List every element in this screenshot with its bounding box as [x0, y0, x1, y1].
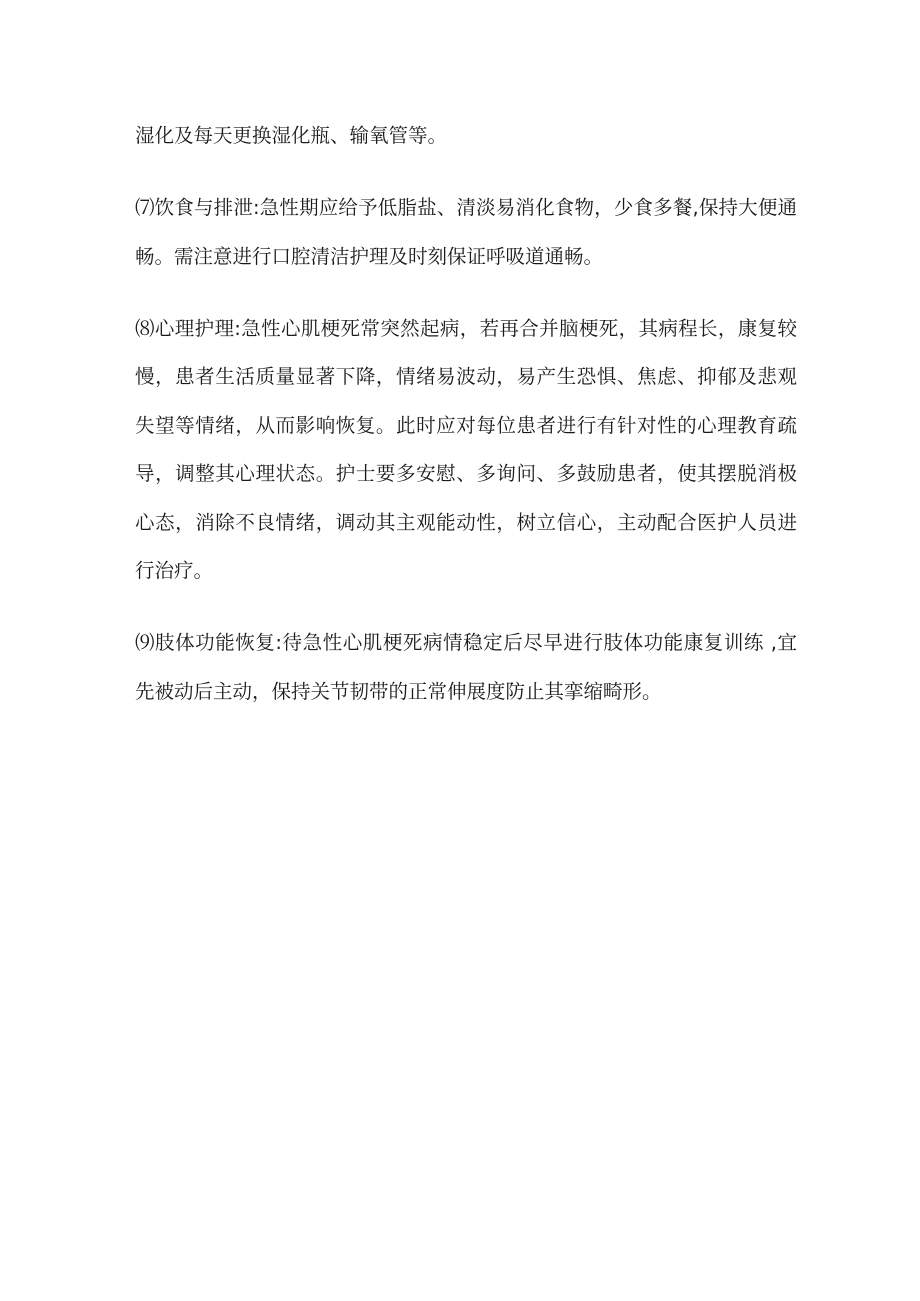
paragraph-limb-function-recovery: ⑼肢体功能恢复:待急性心肌梗死病情稳定后尽早进行肢体功能康复训练 ,宜先被动后主动，保持关节韧带的正常伸展度防止其挛缩畸形。 [135, 631, 797, 703]
document-body [135, 112, 797, 716]
paragraph-continuation: 湿化及每天更换湿化瓶、输氧管等。 [135, 124, 448, 147]
paragraph-psychological-care: ⑻心理护理:急性心肌梗死常突然起病，若再合并脑梗死，其病程长，康复较慢，患者生活质量显著下降，情绪易波动，易产生恐惧、焦虑、抑郁及悲观失望等情绪，从而影响恢复。此时应对每位患者进行有针对性的心理教育疏导，调整其心理状态。护士要多安慰、多询问、多鼓励患者，使其摆脱消极心态，消除不良情绪，调动其主观能动性，树立信心，主动配合医护人员进行治疗。 [135, 316, 797, 582]
paragraph-diet-and-excretion: ⑺饮食与排泄:急性期应给予低脂盐、清淡易消化食物，少食多餐,保持大便通畅。需注意进行口腔清洁护理及时刻保证呼吸道通畅。 [135, 196, 797, 268]
